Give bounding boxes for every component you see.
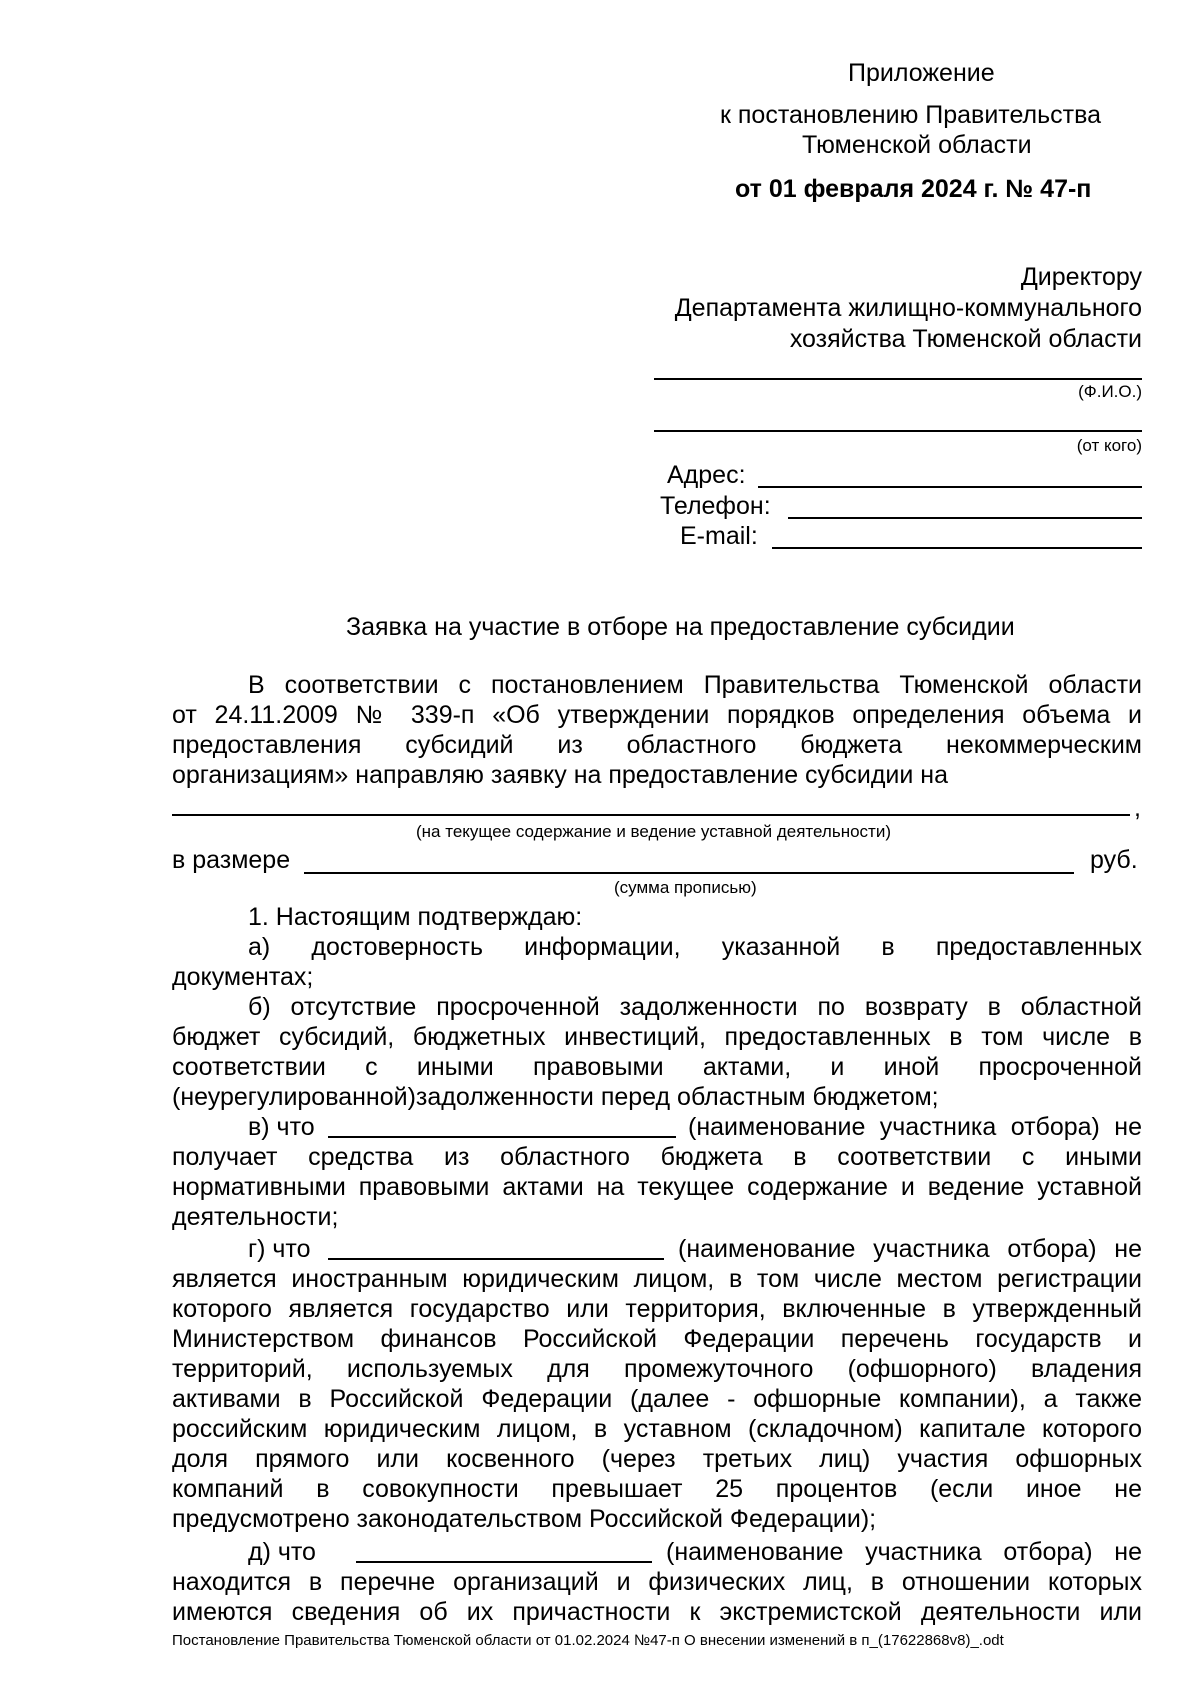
resolution-reference: к постановлению Правительства xyxy=(720,101,1102,129)
item-a-line-1: а) достоверность информации, указанной в предоставленных xyxy=(248,933,1142,961)
phone-label: Телефон: xyxy=(660,492,771,520)
item-g-line-9: компаний в совокупности превышает 25 процентов (если иное не xyxy=(172,1475,1142,1503)
purpose-line xyxy=(172,814,1130,816)
item-b-line-1: б) отсутствие просроченной задолженности по возврату в областной xyxy=(248,993,1142,1021)
purpose-comma: , xyxy=(1134,794,1141,822)
item-g-tail: (наименование участника отбора) не xyxy=(678,1235,1142,1263)
resolution-date-number: от 01 февраля 2024 г. № 47-п xyxy=(735,175,1092,203)
appendix-label: Приложение xyxy=(848,59,995,87)
addressee-department: Департамента жилищно-коммунального xyxy=(674,294,1142,322)
intro-line-4: организациям» направляю заявку на предоставление субсидии на xyxy=(172,761,949,789)
from-caption: (от кого) xyxy=(1076,436,1142,455)
confirm-heading: 1. Настоящим подтверждаю: xyxy=(248,903,583,931)
email-label: E-mail: xyxy=(680,522,758,550)
item-d-blank xyxy=(356,1561,652,1563)
item-v-lead: в) что xyxy=(248,1113,315,1141)
item-b-line-3: соответствии с иными правовыми актами, и иной просроченной xyxy=(172,1053,1142,1081)
addressee-department-cont: хозяйства Тюменской области xyxy=(789,325,1142,353)
intro-line-2: от 24.11.2009 № 339-п «Об утверждении порядков определения объема и xyxy=(172,701,1142,729)
item-b-line-4: (неурегулированной)задолженности перед областным бюджетом; xyxy=(172,1083,939,1111)
item-d-lead: д) что xyxy=(248,1538,316,1566)
amount-caption: (сумма прописью) xyxy=(614,878,757,897)
item-v-tail: (наименование участника отбора) не xyxy=(688,1113,1142,1141)
item-d-line-2: находится в перечне организаций и физических лиц, в отношении которых xyxy=(172,1568,1142,1596)
phone-line xyxy=(788,517,1142,519)
amount-line xyxy=(304,872,1074,874)
email-line xyxy=(772,547,1142,549)
item-b-line-2: бюджет субсидий, бюджетных инвестиций, предоставленных в том числе в xyxy=(172,1023,1142,1051)
item-g-line-8: доля прямого или косвенного (через третьих лиц) участия офшорных xyxy=(172,1445,1142,1473)
intro-line-1: В соответствии с постановлением Правительства Тюменской области xyxy=(248,671,1142,699)
intro-line-3: предоставления субсидий из областного бюджета некоммерческим xyxy=(172,731,1142,759)
item-g-line-3: которого является государство или территория, включенные в утвержденный xyxy=(172,1295,1142,1323)
region-label: Тюменской области xyxy=(802,131,1032,159)
item-g-blank xyxy=(328,1258,664,1260)
item-g-line-4: Министерством финансов Российской Федерации перечень государств и xyxy=(172,1325,1142,1353)
item-d-tail: (наименование участника отбора) не xyxy=(666,1538,1142,1566)
item-g-line-6: активами в Российской Федерации (далее - офшорные компании), а также xyxy=(172,1385,1142,1413)
from-line xyxy=(654,430,1142,432)
addressee-title: Директору xyxy=(1020,263,1142,291)
amount-label: в размере xyxy=(172,846,291,874)
amount-currency: руб. xyxy=(1090,846,1138,874)
footer-document-path: Постановление Правительства Тюменской области от 01.02.2024 №47-п О внесении изменений в п_(17622868v8)_.odt xyxy=(172,1632,1004,1649)
item-g-line-10: предусмотрено законодательством Российской Федерации); xyxy=(172,1505,877,1533)
item-g-line-2: является иностранным юридическим лицом, в том числе местом регистрации xyxy=(172,1265,1142,1293)
purpose-caption: (на текущее содержание и ведение уставной деятельности) xyxy=(416,822,891,841)
item-g-lead: г) что xyxy=(248,1235,311,1263)
item-a-line-2: документах; xyxy=(172,963,314,991)
fio-caption: (Ф.И.О.) xyxy=(1078,382,1142,401)
item-v-blank xyxy=(328,1136,676,1138)
document-title: Заявка на участие в отборе на предоставление субсидии xyxy=(346,613,1015,641)
item-v-line-4: деятельности; xyxy=(172,1203,339,1231)
item-v-line-3: нормативными правовыми актами на текущее содержание и ведение уставной xyxy=(172,1173,1142,1201)
item-d-line-3: имеются сведения об их причастности к экстремистской деятельности или xyxy=(172,1598,1142,1626)
item-g-line-7: российским юридическим лицом, в уставном (складочном) капитале которого xyxy=(172,1415,1142,1443)
item-v-line-2: получает средства из областного бюджета в соответствии с иными xyxy=(172,1143,1142,1171)
item-g-line-5: территорий, используемых для промежуточного (офшорного) владения xyxy=(172,1355,1142,1383)
address-line xyxy=(758,486,1142,488)
address-label: Адрес: xyxy=(667,461,746,489)
fio-line xyxy=(654,378,1142,380)
